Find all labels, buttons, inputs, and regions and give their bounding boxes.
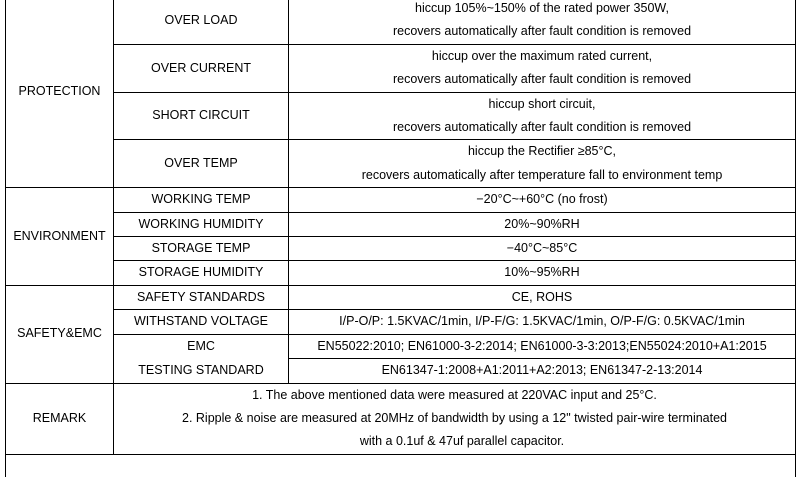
section-label-safety: SAFETY&EMC [6, 285, 114, 383]
item-name: SAFETY STANDARDS [114, 285, 289, 309]
item-name: OVER TEMP [114, 140, 289, 188]
item-value: I/P-O/P: 1.5KVAC/1min, I/P-F/G: 1.5KVAC/1min, O/P-F/G: 0.5KVAC/1min [289, 310, 796, 334]
table-row [6, 212, 796, 236]
item-name: STORAGE TEMP [114, 237, 289, 261]
table-row [6, 334, 796, 383]
spec-table [5, 0, 796, 477]
item-value: hiccup 105%~150% of the rated power 350W, recovers automatically after fault condition is removed [289, 0, 796, 44]
item-name: OVER CURRENT [114, 44, 289, 92]
table-row [6, 140, 796, 188]
item-name: EMC TESTING STANDARD [114, 334, 289, 383]
section-label-environment: ENVIRONMENT [6, 188, 114, 286]
section-label-protection: PROTECTION [6, 0, 114, 188]
section-label-remark: REMARK [6, 383, 114, 454]
item-value: −20°C~+60°C (no frost) [289, 188, 796, 212]
table-row [6, 237, 796, 261]
item-name: WITHSTAND VOLTAGE [114, 310, 289, 334]
remark-text: 1. The above mentioned data were measured at 220VAC input and 25°C. 2. Ripple & noise are measured at 20MHz of bandwidth by using a 12" twisted pair-wire terminated with a 0.1uf & 47uf parallel capacitor. [114, 383, 796, 454]
item-value: hiccup short circuit, recovers automatically after fault condition is removed [289, 92, 796, 140]
item-value: 20%~90%RH [289, 212, 796, 236]
table-row [6, 44, 796, 92]
item-name: STORAGE HUMIDITY [114, 261, 289, 285]
item-value: hiccup over the maximum rated current, recovers automatically after fault condition is removed [289, 44, 796, 92]
table-row [6, 92, 796, 140]
item-name: SHORT CIRCUIT [114, 92, 289, 140]
item-name: OVER LOAD [114, 0, 289, 44]
table-row [6, 310, 796, 334]
table-row [6, 188, 796, 212]
item-value: hiccup the Rectifier ≥85°C, recovers automatically after temperature fall to environment temp [289, 140, 796, 188]
item-value: 10%~95%RH [289, 261, 796, 285]
table-row [6, 0, 796, 44]
item-name: WORKING HUMIDITY [114, 212, 289, 236]
table-row [6, 383, 796, 454]
table-row [6, 261, 796, 285]
item-value: −40°C~85°C [289, 237, 796, 261]
item-value: EN55022:2010; EN61000-3-2:2014; EN61000-3-3:2013;EN55024:2010+A1:2015 EN61347-1:2008+A1:2011+A2:2013; EN61347-2-13:2014 [289, 334, 796, 383]
table-row [6, 285, 796, 309]
item-name: WORKING TEMP [114, 188, 289, 212]
item-value: CE, ROHS [289, 285, 796, 309]
